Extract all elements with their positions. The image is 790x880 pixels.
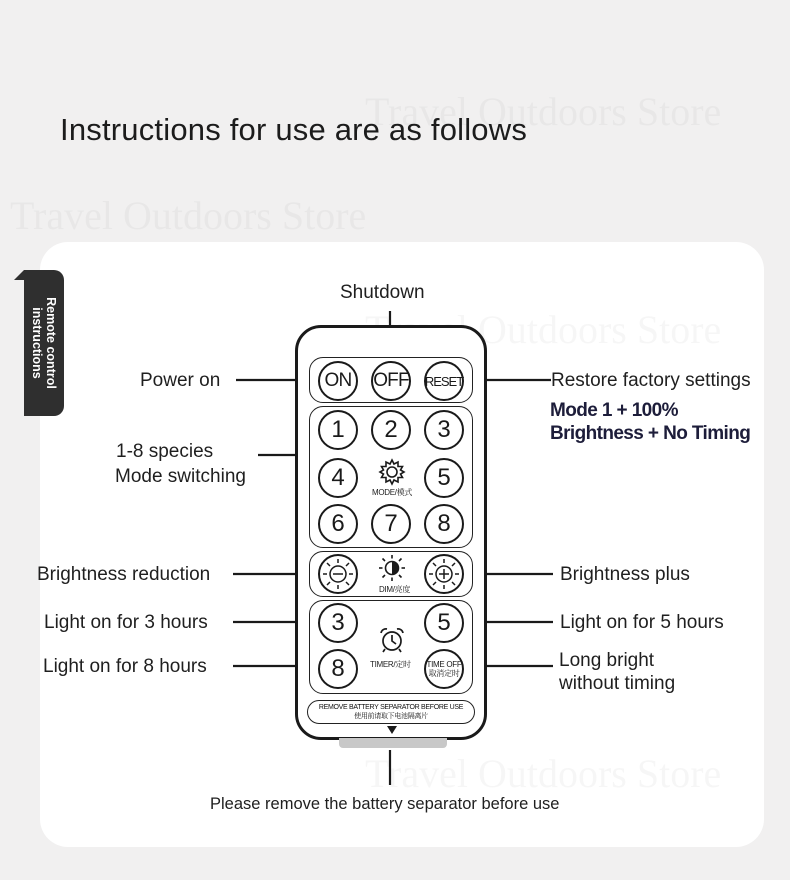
brightness-reduction-label: Brightness reduction (37, 564, 211, 585)
timer-8-button[interactable]: 8 (318, 649, 358, 689)
separator-text-en: REMOVE BATTERY SEPARATOR BEFORE USE (318, 704, 464, 711)
brightness-plus-button[interactable] (424, 554, 464, 594)
light-8-label: Light on for 8 hours (43, 656, 207, 677)
mode-3-button[interactable]: 3 (424, 410, 464, 450)
mode-2-button[interactable]: 2 (371, 410, 411, 450)
timer-label: TIMER/定时 (370, 660, 411, 669)
brightness-plus-label: Brightness plus (560, 564, 690, 585)
dim-label: DIM/亮度 (379, 585, 411, 594)
battery-separator[interactable] (339, 738, 447, 748)
off-button[interactable]: OFF (371, 361, 411, 401)
shutdown-label: Shutdown (340, 282, 425, 303)
reset-button[interactable]: RESET (424, 361, 464, 401)
mode-7-button[interactable]: 7 (371, 504, 411, 544)
power-on-label: Power on (140, 370, 221, 391)
page-title: Instructions for use are as follows (60, 112, 528, 147)
alarm-clock-icon (378, 626, 406, 654)
long-bright-label-1: Long bright (559, 650, 655, 671)
gear-icon (377, 457, 407, 487)
brightness-plus-icon (427, 557, 461, 591)
restore-note-line-1: Mode 1 + 100% (550, 400, 678, 421)
battery-separator-notice (307, 700, 475, 724)
battery-instruction: Please remove the battery separator before use (210, 795, 560, 813)
mode-8-button[interactable]: 8 (424, 504, 464, 544)
restore-note (550, 399, 750, 445)
restore-label: Restore factory settings (551, 370, 751, 391)
timer-5-button[interactable]: 5 (424, 603, 464, 643)
mode-4-button[interactable]: 4 (318, 458, 358, 498)
restore-note-line-2: Brightness + No Timing (550, 423, 751, 444)
on-button[interactable]: ON (318, 361, 358, 401)
tab-line-2: instructions (30, 307, 44, 379)
mode-6-button[interactable]: 6 (318, 504, 358, 544)
long-bright-label-2: without timing (559, 673, 676, 694)
time-off-label: TIME OFF (426, 660, 462, 669)
mode-1-button[interactable]: 1 (318, 410, 358, 450)
remote-control (295, 325, 487, 740)
mode-5-button[interactable]: 5 (424, 458, 464, 498)
species-label-2: Mode switching (115, 466, 246, 487)
dim-icon (378, 554, 406, 582)
time-off-button[interactable] (424, 649, 464, 689)
mode-label: MODE/模式 (372, 488, 413, 497)
timer-3-button[interactable]: 3 (318, 603, 358, 643)
time-off-label-cn: 取消定时 (428, 669, 460, 678)
arrow-down-icon (387, 726, 397, 734)
light-5-label: Light on for 5 hours (560, 612, 724, 633)
light-3-label: Light on for 3 hours (44, 612, 208, 633)
separator-text-cn: 使用前请取下电池隔离片 (354, 713, 428, 720)
species-label-1: 1-8 species (116, 441, 214, 462)
brightness-minus-button[interactable] (318, 554, 358, 594)
tab-line-1: Remote control (44, 297, 58, 389)
brightness-minus-icon (321, 557, 355, 591)
